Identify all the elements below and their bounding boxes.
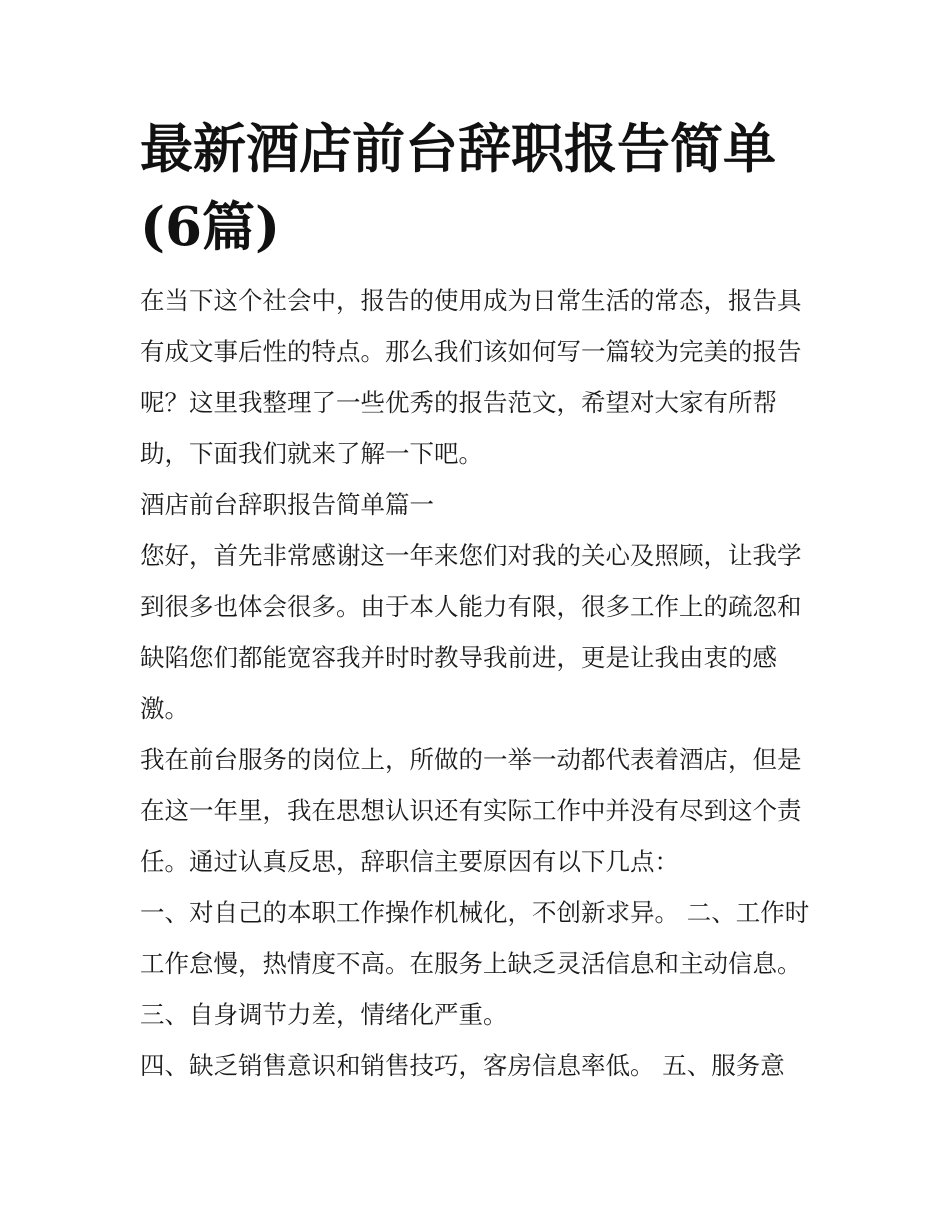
body-paragraph: 您好，首先非常感谢这一年来您们对我的关心及照顾，让我学到很多也体会很多。由于本人能力有限，很多工作上的疏忽和缺陷您们都能宽容我并时时教导我前进，更是让我由衷的感激。 [140, 541, 802, 723]
intro-paragraph: 在当下这个社会中，报告的使用成为日常生活的常态，报告具有成文事后性的特点。那么我们该如何写一篇较为完美的报告呢？这里我整理了一些优秀的报告范文，希望对大家有所帮助，下面我们就来了解一下吧。 [140, 286, 802, 468]
section-heading: 酒店前台辞职报告简单篇一 [140, 490, 434, 519]
document-body [140, 275, 820, 1091]
body-paragraph: 一、对自己的本职工作操作机械化，不创新求异。 二、工作时工作怠慢，热情度不高。在服务上缺乏灵活信息和主动信息。 三、自身调节力差，情绪化严重。 [140, 898, 810, 1029]
body-paragraph: 我在前台服务的岗位上，所做的一举一动都代表着酒店，但是在这一年里，我在思想认识还有实际工作中并没有尽到这个责任。通过认真反思，辞职信主要原因有以下几点： [140, 745, 802, 876]
body-paragraph: 四、缺乏销售意识和销售技巧，客房信息率低。 五、服务意 [140, 1051, 785, 1080]
document-title: 最新酒店前台辞职报告简单(6篇) [140, 118, 776, 258]
